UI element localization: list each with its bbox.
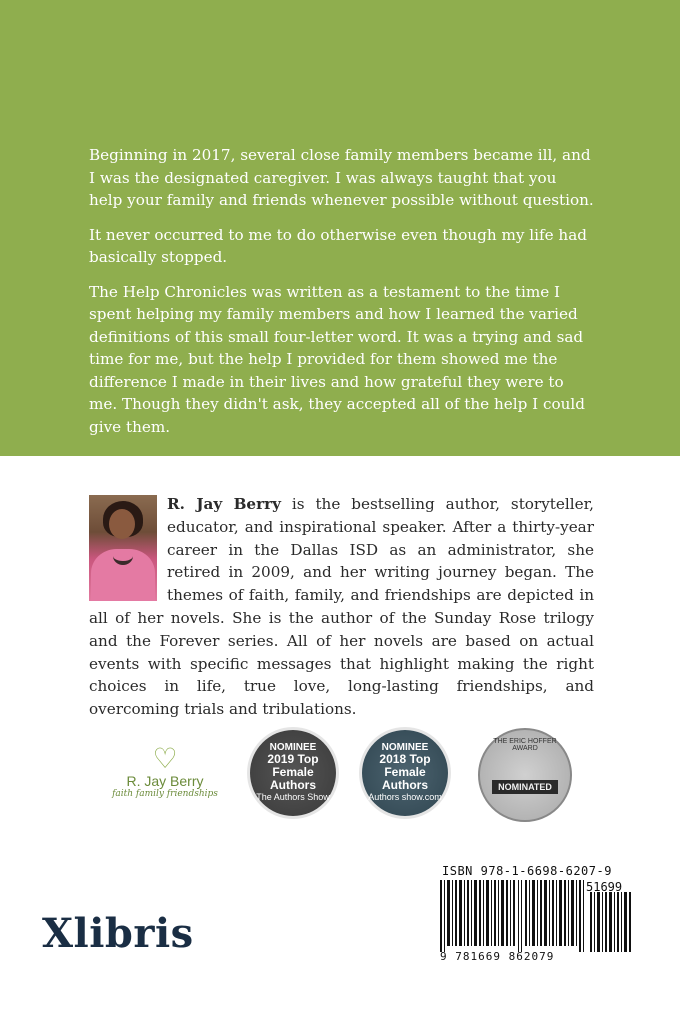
blurb-text (89, 144, 594, 450)
award-seal-2019 (250, 730, 336, 816)
blurb-band (0, 0, 680, 456)
author-bio-text: is the bestselling author, storyteller, educator, and inspirational speaker. After a thirty-year career in the Dallas ISD as an administrator, she retired in 2009, and her writing journey began. The themes of faith, family, and friendships are depicted in all of her novels. She is the author of the Sunday Rose trilogy and the Forever series. All of her novels are based on actual events with specific messages that highlight making the right choices in life, true love, long-lasting friendships, and overcoming trials and tribulations. (89, 495, 594, 719)
hoffer-award-name: THE ERIC HOFFER AWARD (493, 738, 557, 752)
award-seal-hoffer (478, 728, 572, 822)
seal-2018-presenter: Authors show.com (368, 792, 442, 802)
seal-2018-nominee: NOMINEE (381, 742, 429, 753)
author-brand-logo (105, 742, 225, 815)
awards-row (0, 720, 680, 830)
seal-2019-nominee: NOMINEE (269, 742, 317, 753)
isbn-barcode (436, 862, 638, 972)
award-seal-2018 (362, 730, 448, 816)
seal-2018-title: 2018 Top Female Authors (379, 752, 431, 792)
heart-icon: ♡ (152, 742, 178, 775)
brand-tagline: faith family friendships (112, 789, 218, 799)
author-bio-section (89, 493, 594, 721)
blurb-paragraph-3: The Help Chronicles was written as a testament to the time I spent helping my family members and how I learned the varied definitions of this small four-letter word. It was a trying and sad time for me, but the help I provided for them showed me the difference I made in their lives and how grateful they were to me. Though they didn't ask, they accepted all of the help I could give them. (89, 282, 585, 436)
isbn-text: ISBN 978-1-6698-6207-9 (442, 864, 612, 878)
author-bio (89, 493, 594, 721)
seal-2019-presenter: The Authors Show (256, 792, 330, 802)
hoffer-status: NOMINATED (492, 780, 558, 794)
blurb-paragraph-2: It never occurred to me to do otherwise even though my life had basically stopped. (89, 225, 587, 266)
brand-name: R. Jay Berry (126, 773, 204, 789)
author-name: R. Jay Berry (167, 495, 281, 513)
price-code: 51699 (586, 880, 623, 894)
blurb-paragraph-1: Beginning in 2017, several close family members became ill, and I was the designated caregiver. I was always taught that you help your family and friends whenever possible without question. (89, 146, 594, 209)
publisher-logo: Xlibris (42, 910, 194, 957)
barcode-digits: 9 781669 862079 (440, 950, 555, 963)
seal-2019-title: 2019 Top Female Authors (267, 752, 319, 792)
author-photo (89, 495, 157, 601)
